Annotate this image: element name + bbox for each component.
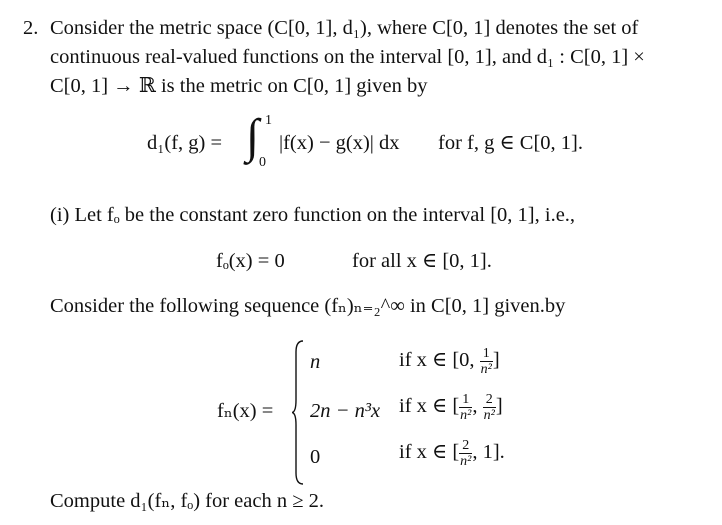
problem-line-2: continuous real-valued functions on the interval [0, 1], and d₁ : C[0, 1] × (50, 46, 645, 68)
integral-upper-limit: 1 (265, 113, 272, 128)
metric-condition: for f, g ∈ C[0, 1]. (438, 132, 583, 154)
integral-sign: ∫ (246, 110, 260, 163)
problem-line-1: Consider the metric space (C[0, 1], d₁), where C[0, 1] denotes the set of (50, 17, 639, 39)
piecewise-brace (292, 340, 304, 485)
case-3-fraction: $\frac{2}{\text{n²}}$ (460, 438, 472, 469)
problem-line-3: C[0, 1] → ℝ is the metric on C[0, 1] given by (50, 75, 428, 97)
case-1-condition: if x ∈ [0, $\frac{1}{\text{n²}}$ ] (399, 346, 500, 377)
part-i-intro: (i) Let fₒ be the constant zero function on the interval [0, 1], i.e., (50, 204, 576, 226)
case-1-fraction: $\frac{1}{\text{n²}}$ (480, 346, 492, 377)
metric-lhs: d₁(f, g) = (147, 132, 223, 154)
case-3-condition: if x ∈ [ $\frac{2}{\text{n²}}$ , 1]. (399, 438, 505, 469)
case-2-fraction-a: $\frac{1}{\text{n²}}$ (460, 392, 472, 423)
case-2-fraction-b: $\frac{2}{\text{n²}}$ (483, 392, 495, 423)
problem-number: 2. (23, 17, 39, 39)
zero-function-cond: for all x ∈ [0, 1]. (352, 250, 492, 272)
integral-lower-limit: 0 (259, 155, 266, 170)
sequence-text: Consider the following sequence (fₙ)ₙ₌₂^∞ in C[0, 1] given.by (50, 295, 566, 317)
case-2-value: 2n − n³x (310, 400, 381, 422)
case-3-value: 0 (310, 446, 321, 468)
integrand: |f(x) − g(x)| dx (279, 132, 400, 154)
task-text: Compute d₁(fₙ, fₒ) for each n ≥ 2. (50, 490, 324, 512)
zero-function-def: fₒ(x) = 0 (216, 250, 285, 272)
case-1-value: n (310, 351, 321, 373)
sequence-lhs: fₙ(x) = (217, 400, 274, 422)
case-2-condition: if x ∈ [ $\frac{1}{\text{n²}}$ , $\frac{2}{\text{n²}}$ ] (399, 392, 503, 423)
